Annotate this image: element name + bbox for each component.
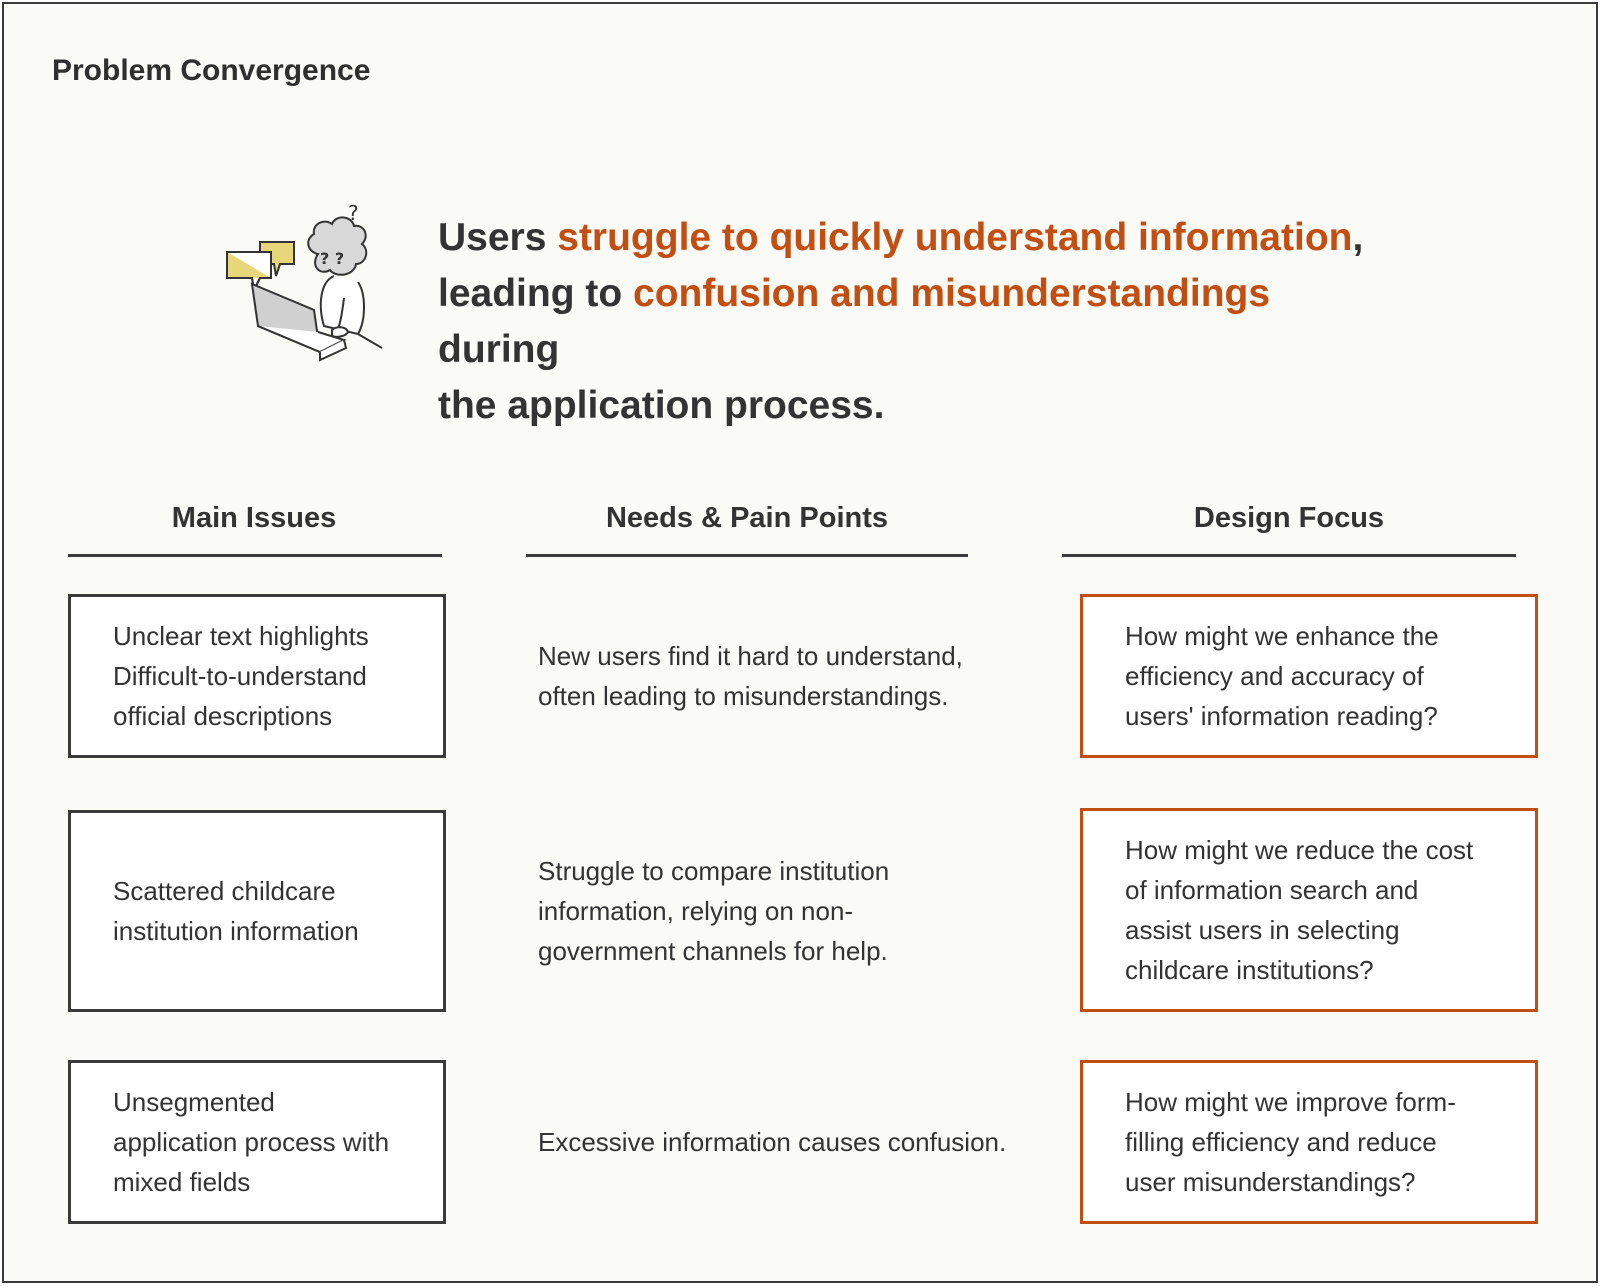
design-focus-text: How might we improve form- filling efficiency and reduce user misunderstandings? xyxy=(1125,1087,1456,1197)
design-focus-text: How might we enhance the efficiency and accuracy of users' information reading? xyxy=(1125,621,1439,731)
need-text: New users find it hard to understand, often leading to misunderstandings. xyxy=(538,641,963,711)
need-text: Excessive information causes confusion. xyxy=(538,1127,1007,1157)
design-focus-box xyxy=(1080,808,1538,1012)
question-marks: ? ? xyxy=(320,249,345,268)
column-header-needs-pain-points: Needs & Pain Points xyxy=(605,502,888,534)
need-text: Struggle to compare institution information, relying on non- government channels for help. xyxy=(538,856,890,966)
column-header-main-issues: Main Issues xyxy=(171,502,337,534)
column-header-design-focus: Design Focus xyxy=(1193,502,1385,534)
issue-box xyxy=(68,1060,446,1224)
need-item xyxy=(538,810,1058,1012)
slide-frame xyxy=(2,2,1598,1283)
need-item xyxy=(538,1060,1058,1224)
confused-user-at-laptop-icon xyxy=(224,202,394,374)
headline-text-1: Users xyxy=(438,216,558,259)
issue-box xyxy=(68,594,446,758)
design-focus-text: How might we reduce the cost of information search and assist users in selecting childcare institutions? xyxy=(1125,835,1474,985)
issue-text: Unclear text highlights Difficult-to-understand official descriptions xyxy=(113,621,369,731)
column-divider-main-issues xyxy=(68,554,442,557)
design-focus-box xyxy=(1080,594,1538,758)
headline-text-3: leading to xyxy=(438,272,633,315)
section-title: Problem Convergence xyxy=(52,54,371,87)
problem-statement xyxy=(438,210,1398,434)
issue-box xyxy=(68,810,446,1012)
floating-question-mark: ? xyxy=(348,202,359,225)
issue-text: Scattered childcare institution information xyxy=(113,876,359,946)
need-item xyxy=(538,594,1058,758)
headline-text-2: , xyxy=(1352,216,1364,259)
design-focus-box xyxy=(1080,1060,1538,1224)
headline-highlight-1: struggle to quickly understand information xyxy=(557,216,1353,259)
column-divider-needs-pain-points xyxy=(526,554,968,557)
issue-text: Unsegmented application process with mixed fields xyxy=(113,1087,390,1197)
column-divider-design-focus xyxy=(1062,554,1516,557)
headline-text-4: during xyxy=(438,328,560,371)
headline-text-5: the application process. xyxy=(438,384,885,427)
headline-highlight-2: confusion and misunderstandings xyxy=(633,272,1271,315)
